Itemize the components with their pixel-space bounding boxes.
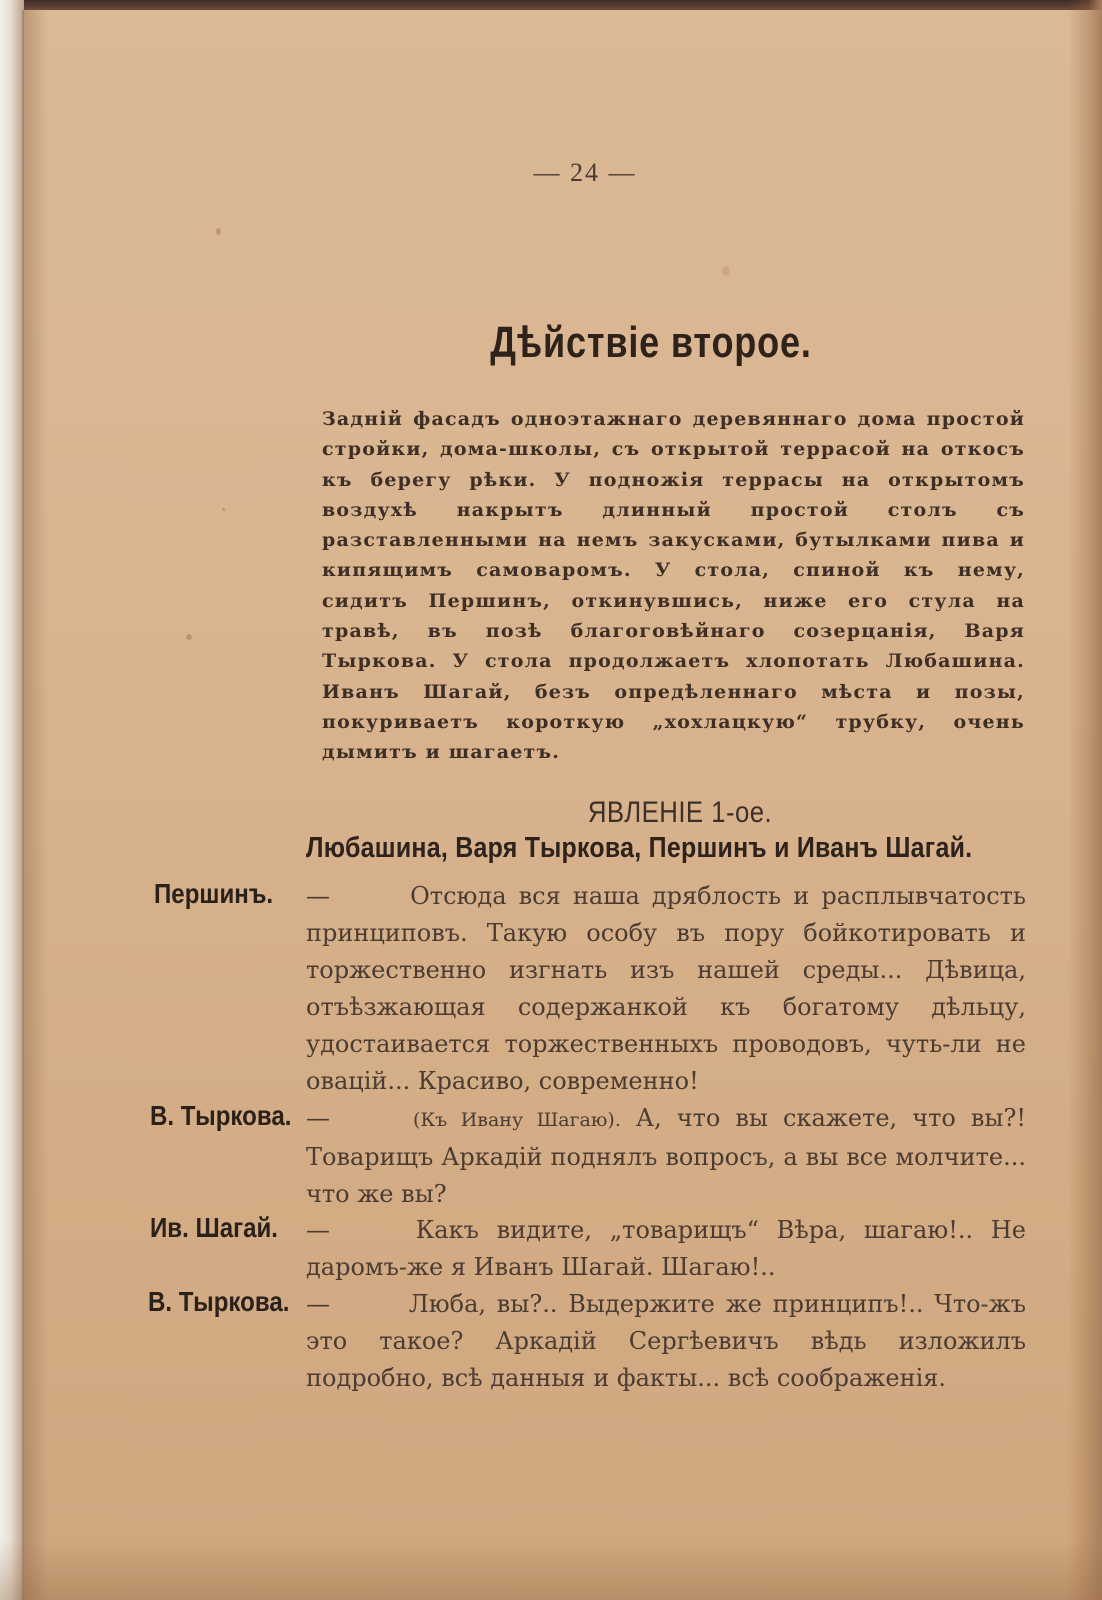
- bottom-page-shade: [0, 1540, 1102, 1600]
- speech-body: А, что вы скажете, что вы?! Товарищъ Аркадiй поднялъ вопросъ, а вы все молчите... что же вы?: [306, 1104, 1026, 1208]
- speech-dash: —: [306, 1290, 330, 1318]
- left-binding-edge: [0, 0, 24, 1600]
- speech-body: Какъ видите, „товарищъ“ Вѣра, шагаю!.. Не даромъ-же я Иванъ Шагай. Шагаю!..: [306, 1216, 1026, 1281]
- speech-dash: —: [306, 1216, 330, 1244]
- top-cover-edge: [0, 0, 1102, 10]
- page-number: — 24 —: [533, 158, 637, 187]
- speaker-name: В. Тыркова.: [148, 1286, 290, 1317]
- speech-text: [306, 1100, 1026, 1213]
- speech-body: Отсюда вся наша дряблость и расплывчатость принциповъ. Такую особу въ пору бойкотировать и торжественно изгнать изъ нашей среды... Дѣвица, отъѣзжающая содержанкой къ богатому дѣльцу, удостаивается торжественныхъ проводовъ, чуть-ли не овацiй... Красиво, современно!: [306, 882, 1026, 1095]
- paper-spot: [216, 228, 221, 235]
- stage-direction: Заднiй фасадъ одноэтажнаго деревяннаго дома простой стройки, дома-школы, съ открытой террасой на откосъ къ берегу рѣки. У подножiя террасы на открытомъ воздухѣ накрытъ длинный простой столъ съ разставленными на немъ закусками, бутылками пива и кипящимъ самоваромъ. У стола, спиной къ нему, сидитъ Першинъ, откинувшись, ниже его стула на травѣ, въ позѣ благоговѣйнаго созерцанiя, Варя Тыркова. У стола продолжаетъ хлопотать Любашина. Иванъ Шагай, безъ опредѣленнаго мѣста и позы, покуриваетъ короткую „хохлацкую“ трубку, очень дымитъ и шагаетъ.: [322, 408, 1025, 764]
- stage-remark: (Къ Ивану Шагаю).: [413, 1109, 621, 1131]
- speech-text: [306, 1212, 1026, 1286]
- paper-spot: [222, 508, 225, 511]
- left-page-shadow: [22, 10, 48, 1600]
- scene-heading: ЯВЛЕНIЕ 1-ое.: [587, 796, 773, 829]
- speech-text: [306, 1286, 1026, 1397]
- paper-spot: [722, 266, 730, 276]
- speaker-name: Першинъ.: [154, 878, 274, 909]
- speaker-name: Ив. Шагай.: [150, 1212, 279, 1243]
- speech-text: [306, 878, 1026, 1100]
- paper-spot: [186, 634, 192, 640]
- act-title: Дѣйствіе второе.: [490, 318, 812, 367]
- speech-dash: —: [306, 882, 330, 910]
- speaker-name: В. Тыркова.: [150, 1100, 292, 1131]
- cast-list: Любашина, Варя Тыркова, Першинъ и Иванъ Шагай.: [306, 832, 973, 864]
- speech-body: Люба, вы?.. Выдержите же принципъ!.. Что-жъ это такое? Аркадiй Сергѣевичъ вѣдь изложилъ подробно, всѣ данныя и факты... всѣ соображенiя.: [306, 1290, 1026, 1392]
- speech-dash: —: [306, 1104, 330, 1132]
